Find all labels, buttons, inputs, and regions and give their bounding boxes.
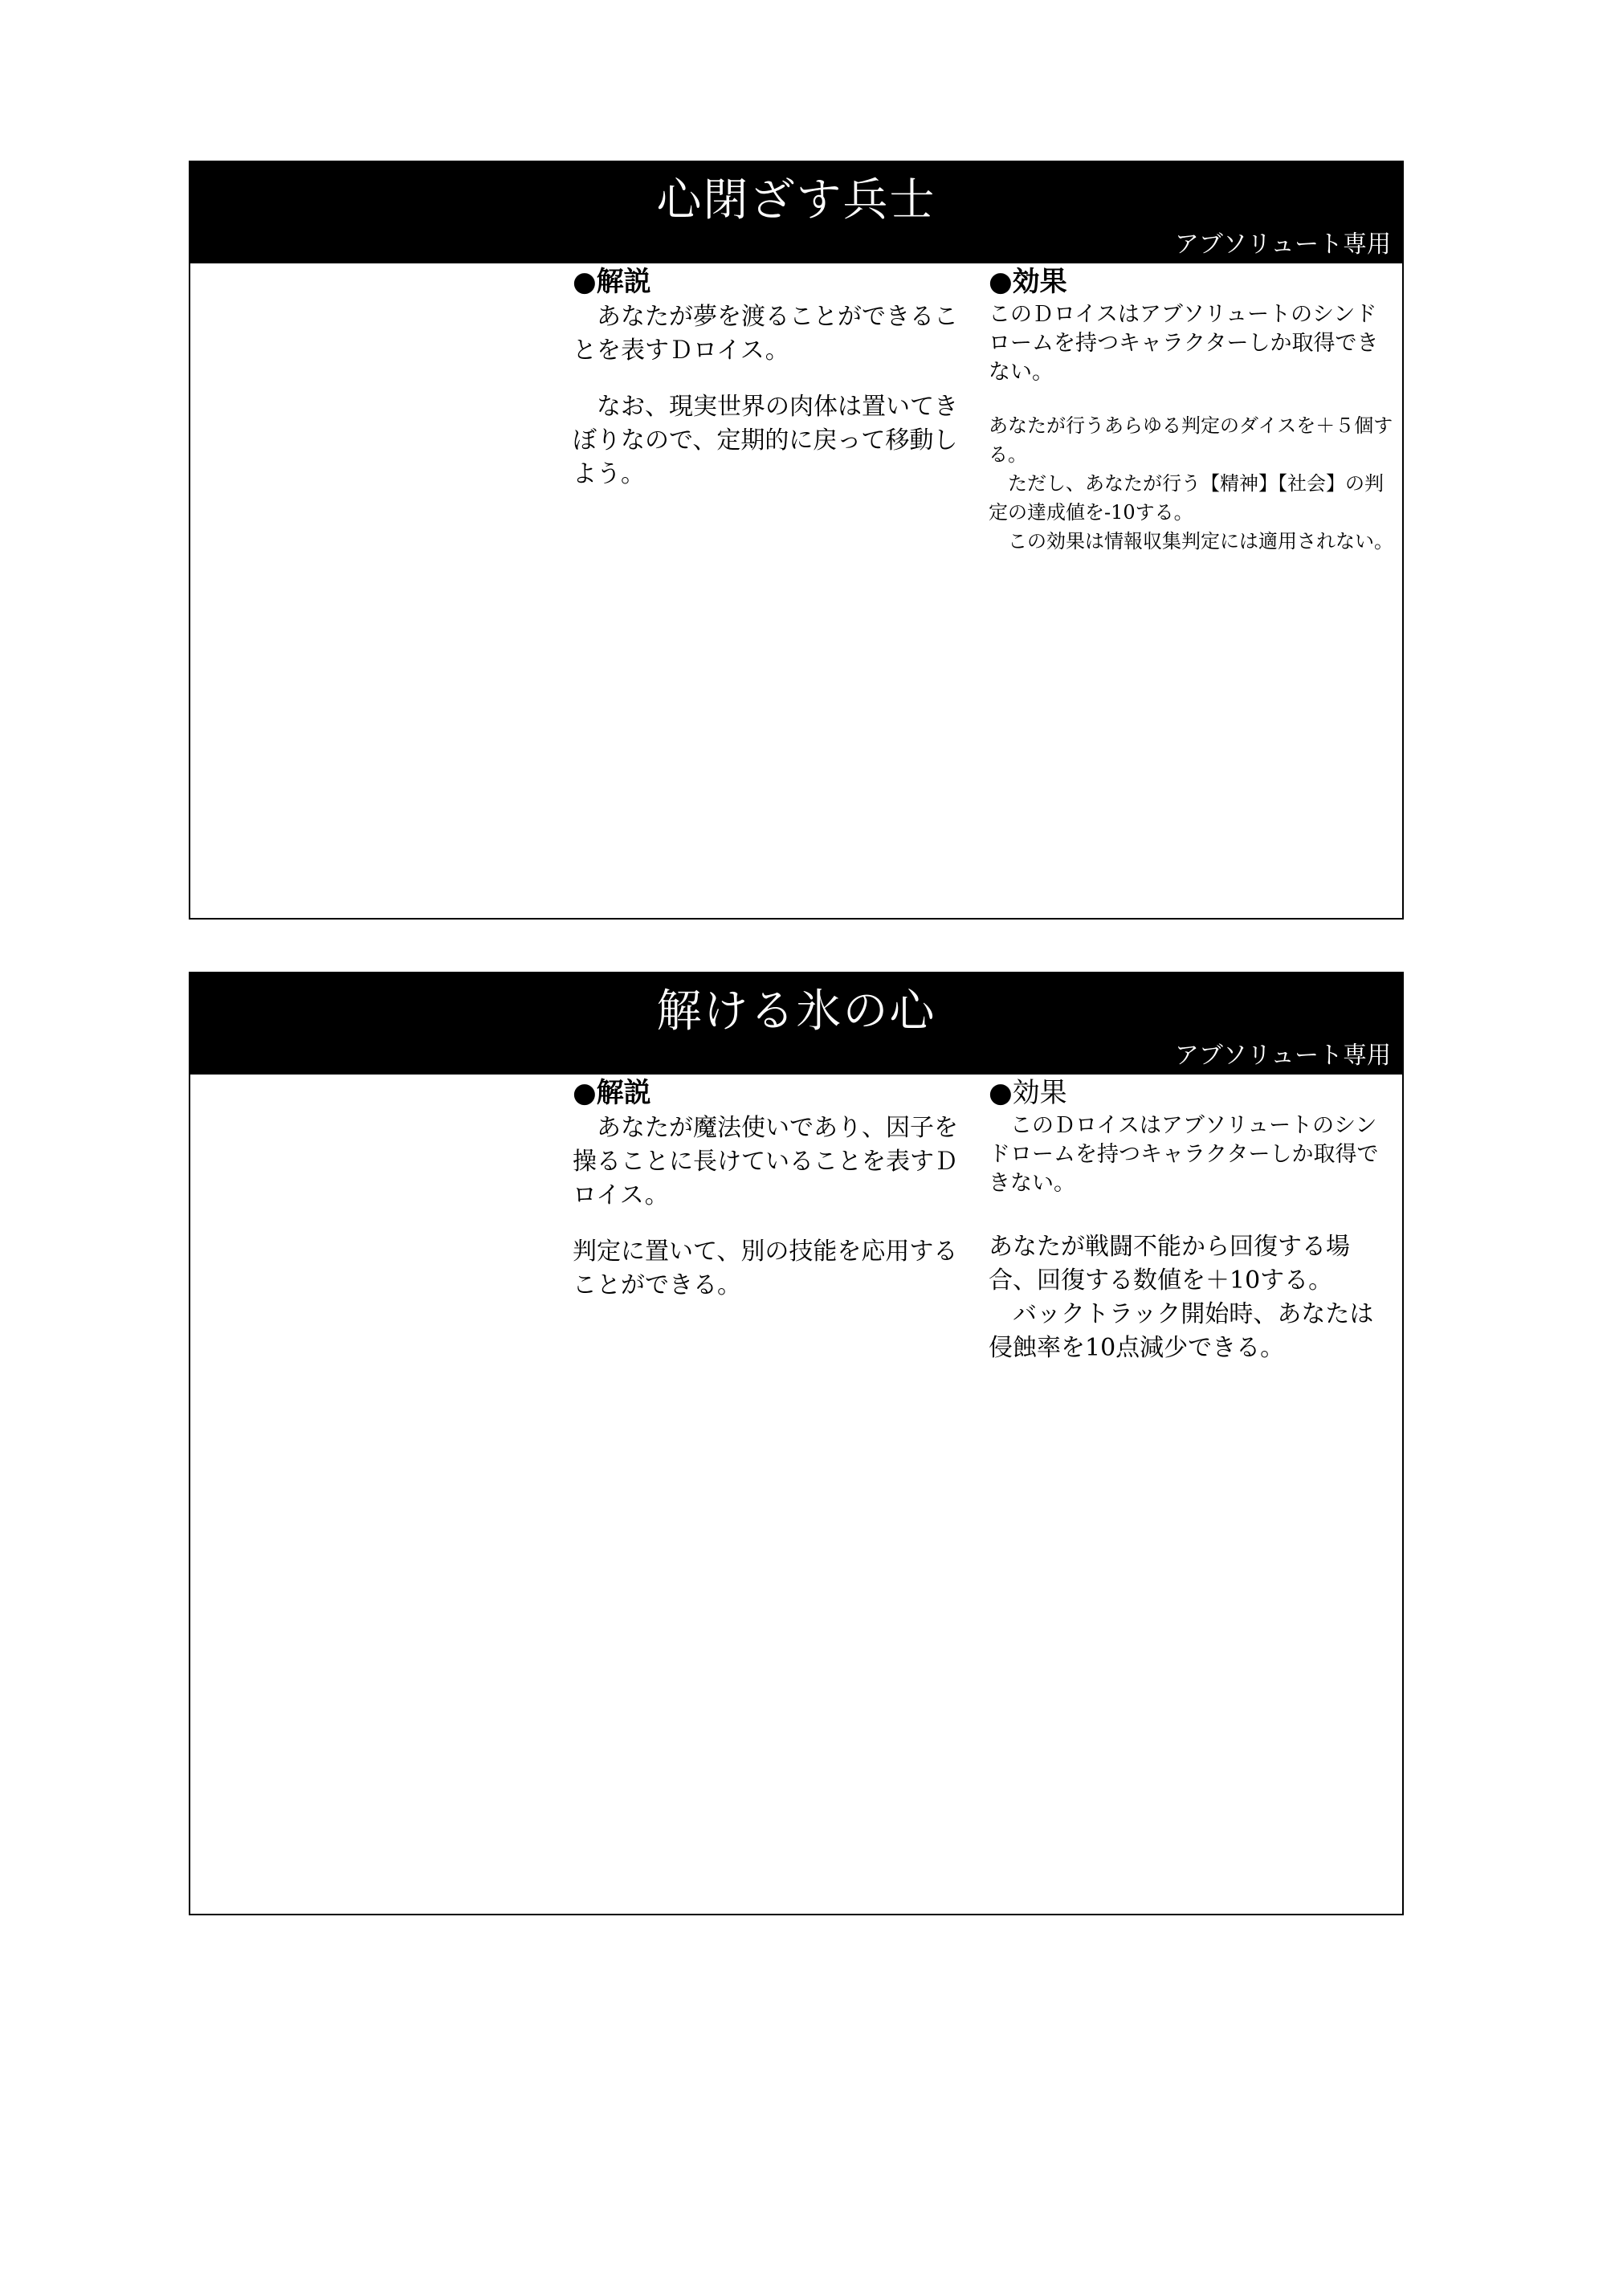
card-title: 心閉ざす兵士	[656, 174, 936, 226]
effect-line: あなたが戦闘不能から回復する場合、回復する数値を＋10する。	[989, 1233, 1350, 1295]
card-title: 解ける氷の心	[656, 985, 936, 1038]
effect-line: バックトラック開始時、あなたは侵蝕率を10点減少できる。	[989, 1300, 1374, 1362]
description-section	[573, 263, 972, 491]
description-paragraph: あなたが夢を渡ることができることを表すＤロイス。	[573, 303, 958, 365]
effect-line: この効果は情報収集判定には適用されない。	[989, 530, 1393, 553]
card-header	[190, 162, 1402, 263]
effect-heading: ●効果	[989, 1077, 1067, 1109]
card-header	[190, 973, 1402, 1075]
effect-restriction-note: このＤロイスはアブソリュートのシンドロームを持つキャラクターしか取得できない。	[989, 1113, 1379, 1196]
effect-restriction-note: このＤロイスはアブソリュートのシンドロームを持つキャラクターしか取得できない。	[989, 302, 1379, 385]
effect-section	[989, 263, 1394, 556]
description-paragraph: なお、現実世界の肉体は置いてきぼりなので、定期的に戻って移動しよう。	[573, 393, 958, 488]
description-heading: ●解説	[573, 266, 651, 298]
description-paragraph: あなたが魔法使いであり、因子を操ることに長けていることを表すＤロイス。	[573, 1114, 958, 1209]
effect-line: ただし、あなたが行う【精神】【社会】の判定の達成値を-10する。	[989, 472, 1384, 524]
effect-section	[989, 1075, 1394, 1365]
effect-heading: ●効果	[989, 266, 1067, 298]
description-section	[573, 1075, 972, 1303]
d-lois-card	[189, 972, 1404, 1915]
description-paragraph: 判定に置いて、別の技能を応用することができる。	[573, 1238, 958, 1299]
card-restriction-tag: アブソリュート専用	[1174, 230, 1391, 259]
description-heading: ●解説	[573, 1077, 651, 1109]
card-restriction-tag: アブソリュート専用	[1174, 1042, 1391, 1070]
effect-line: あなたが行うあらゆる判定のダイスを＋５個する。	[989, 414, 1393, 466]
d-lois-card	[189, 161, 1404, 920]
